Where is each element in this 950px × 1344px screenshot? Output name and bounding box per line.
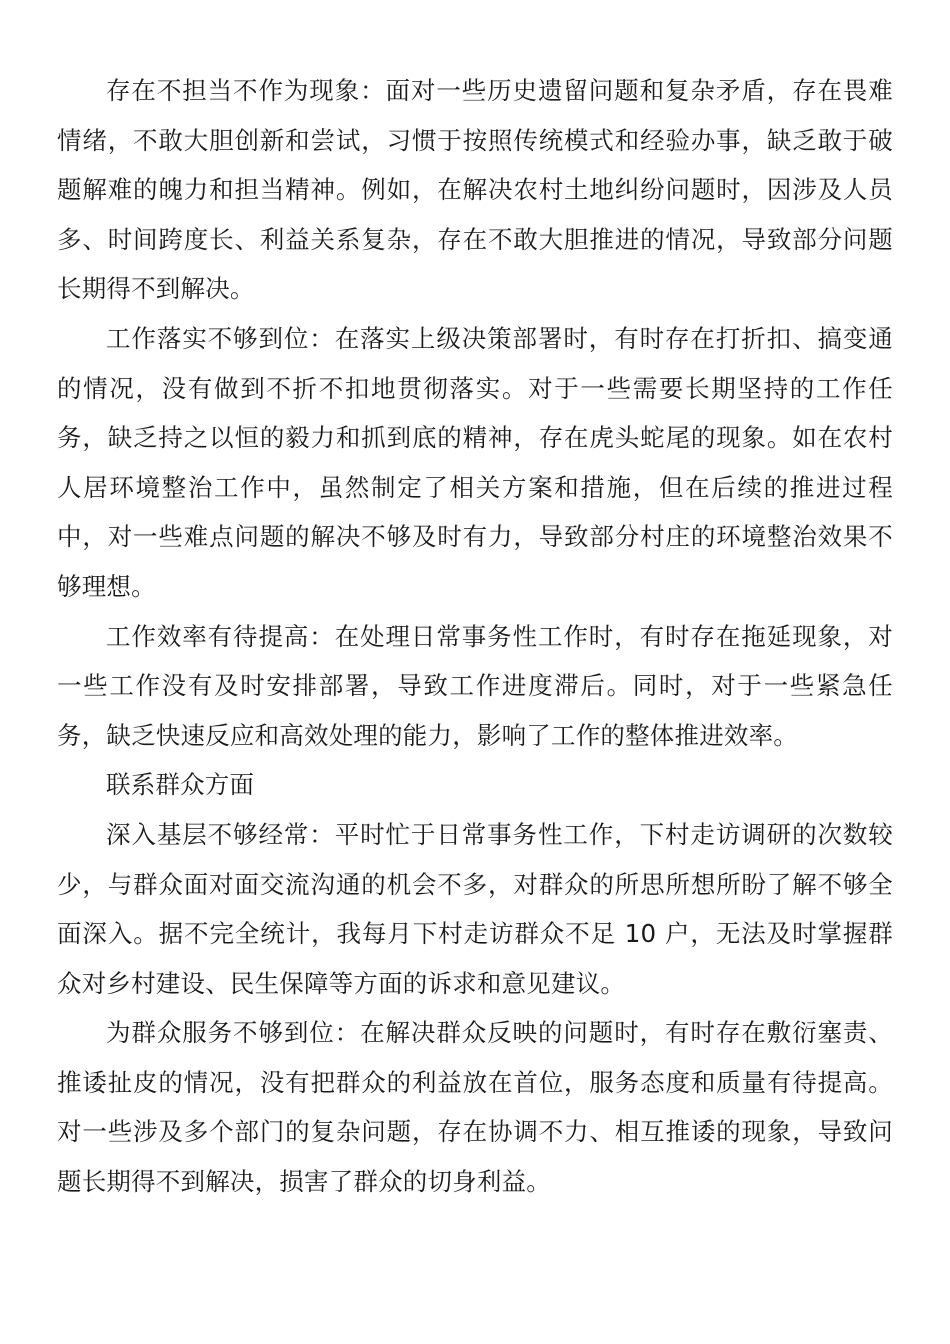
paragraph-grassroots-visits: 深入基层不够经常：平时忙于日常事务性工作，下村走访调研的次数较少，与群众面对面交流沟通的机会不多，对群众的所思所想所盼了解不够全面深入。据不完全统计，我每月下村走访群众不足 10 户，无法及时掌握群众对乡村建设、民生保障等方面的诉求和意见建议。 bbox=[57, 819, 893, 998]
paragraph-work-implementation: 工作落实不够到位：在落实上级决策部署时，有时存在打折扣、搞变通的情况，没有做到不折不扣地贯彻落实。对于一些需要长期坚持的工作任务，缺乏持之以恒的毅力和抓到底的精神，存在虎头蛇尾的现象。如在农村人居环境整治工作中，虽然制定了相关方案和措施，但在后续的推进过程中，对一些难点问题的解决不够及时有力，导致部分村庄的环境整治效果不够理想。 bbox=[57, 323, 893, 601]
document-body bbox=[57, 66, 893, 1207]
paragraph-serving-masses: 为群众服务不够到位：在解决群众反映的问题时，有时存在敷衍塞责、推诿扯皮的情况，没有把群众的利益放在首位，服务态度和质量有待提高。对一些涉及多个部门的复杂问题，存在协调不力、相互推诿的现象，导致问题长期得不到解决，损害了群众的切身利益。 bbox=[57, 1018, 893, 1197]
paragraph-work-efficiency: 工作效率有待提高：在处理日常事务性工作时，有时存在拖延现象，对一些工作没有及时安排部署，导致工作进度滞后。同时，对于一些紧急任务，缺乏快速反应和高效处理的能力，影响了工作的整体推进效率。 bbox=[57, 621, 893, 750]
section-heading-contact-masses: 联系群众方面 bbox=[106, 770, 255, 800]
paragraph-not-taking-responsibility: 存在不担当不作为现象：面对一些历史遗留问题和复杂矛盾，存在畏难情绪，不敢大胆创新和尝试，习惯于按照传统模式和经验办事，缺乏敢于破题解难的魄力和担当精神。例如，在解决农村土地纠纷问题时，因涉及人员多、时间跨度长、利益关系复杂，存在不敢大胆推进的情况，导致部分问题长期得不到解决。 bbox=[57, 76, 893, 304]
